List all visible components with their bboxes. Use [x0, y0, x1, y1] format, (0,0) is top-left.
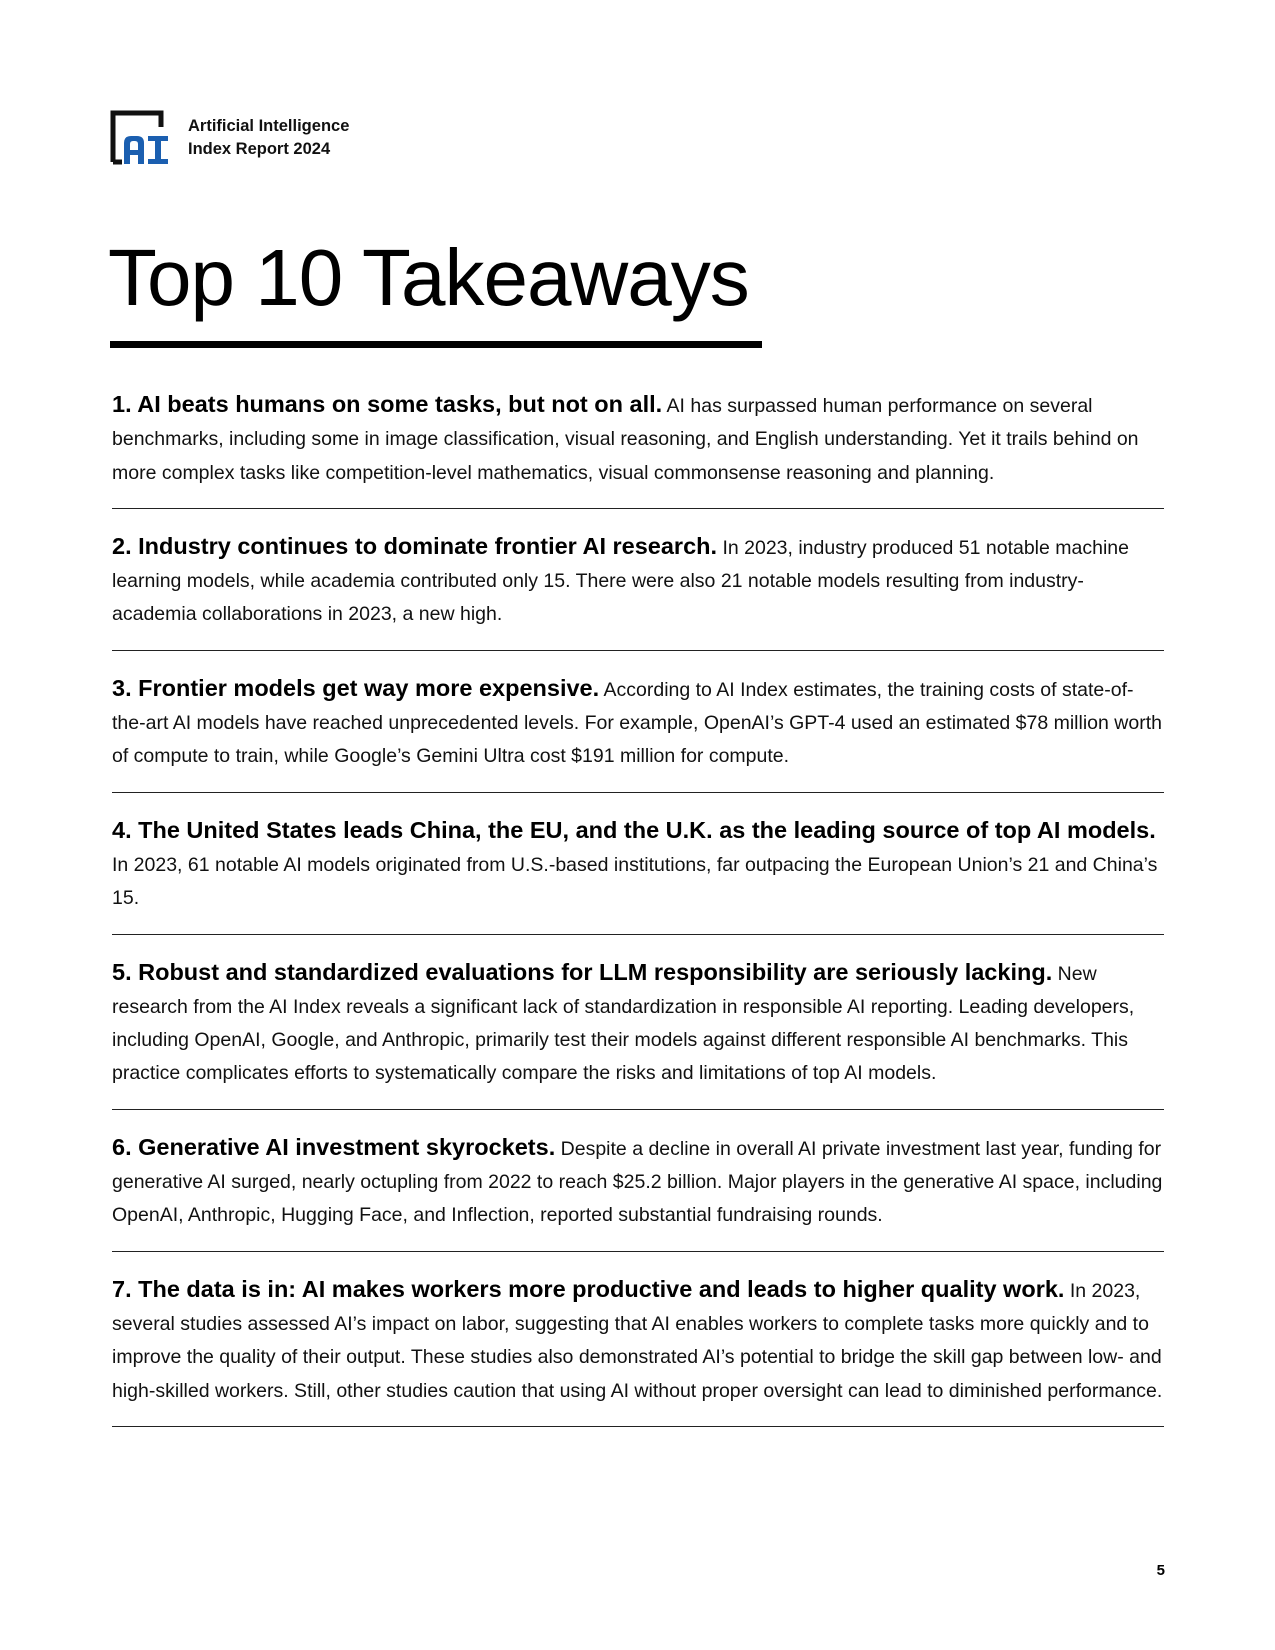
takeaway-item [112, 956, 1164, 1110]
title-underline [110, 341, 762, 348]
takeaway-body: Despite a decline in overall AI private investment last year, funding for generative AI surged, nearly octupling from 2022 to reach $25.2 billion. Major players in the generative AI space, including OpenAI, Anthropic, Hugging Face, and Inflection, reported substantial fundraising rounds. [112, 1137, 1163, 1227]
takeaway-item [112, 530, 1164, 651]
takeaway-body: According to AI Index estimates, the training costs of state-of-the-art AI models have reached unprecedented levels. For example, OpenAI’s GPT-4 used an estimated $78 million worth of compute to train, while Google’s Gemini Ultra cost $191 million for compute. [112, 678, 1162, 768]
takeaway-item [112, 1273, 1164, 1427]
takeaway-body: In 2023, 61 notable AI models originated from U.S.-based institutions, far outpacing the European Union’s 21 and China’s 15. [112, 853, 1158, 910]
ai-index-logo [110, 110, 172, 166]
page-title: Top 10 Takeaways [108, 233, 749, 322]
report-name-line1: Artificial Intelligence [188, 117, 350, 135]
takeaway-heading: 1. AI beats humans on some tasks, but not on all. [112, 391, 663, 417]
takeaway-body: In 2023, industry produced 51 notable machine learning models, while academia contributed only 15. There were also 21 notable models resulting from industry-academia collaborations in 2023, a new high. [112, 536, 1129, 626]
takeaway-body: AI has surpassed human performance on several benchmarks, including some in image classification, visual reasoning, and English understanding. Yet it trails behind on more complex tasks like competition-level mathematics, visual commonsense reasoning and planning. [112, 395, 1139, 484]
takeaway-heading: 6. Generative AI investment skyrockets. [112, 1133, 556, 1160]
takeaway-item [112, 672, 1164, 793]
page-number: 5 [1156, 1562, 1165, 1579]
report-name [188, 115, 349, 161]
report-header [110, 110, 349, 166]
takeaway-body: In 2023, several studies assessed AI’s impact on labor, suggesting that AI enables workers to complete tasks more quickly and to improve the quality of their output. These studies also demonstrated AI’s potential to bridge the skill gap between low- and high-skilled workers. Still, other studies caution that using AI without proper oversight can lead to diminished performance. [112, 1279, 1163, 1402]
takeaway-item [112, 388, 1164, 509]
takeaway-heading: 7. The data is in: AI makes workers more productive and leads to higher quality work. [112, 1275, 1065, 1302]
takeaway-item [112, 1131, 1164, 1252]
report-name-line2: Index Report 2024 [188, 140, 331, 158]
takeaway-body: New research from the AI Index reveals a significant lack of standardization in responsible AI reporting. Leading developers, including OpenAI, Google, and Anthropic, primarily test their models against different responsible AI benchmarks. This practice complicates efforts to systematically compare the risks and limitations of top AI models. [112, 962, 1135, 1085]
takeaway-heading: 2. Industry continues to dominate frontier AI research. [112, 532, 718, 559]
takeaway-heading: 3. Frontier models get way more expensive. [112, 674, 600, 701]
takeaway-item [112, 814, 1164, 935]
takeaways-list [112, 388, 1164, 1448]
takeaway-heading: 5. Robust and standardized evaluations for LLM responsibility are seriously lacking. [112, 958, 1053, 985]
takeaway-heading: 4. The United States leads China, the EU, and the U.K. as the leading source of top AI models. [112, 816, 1156, 843]
